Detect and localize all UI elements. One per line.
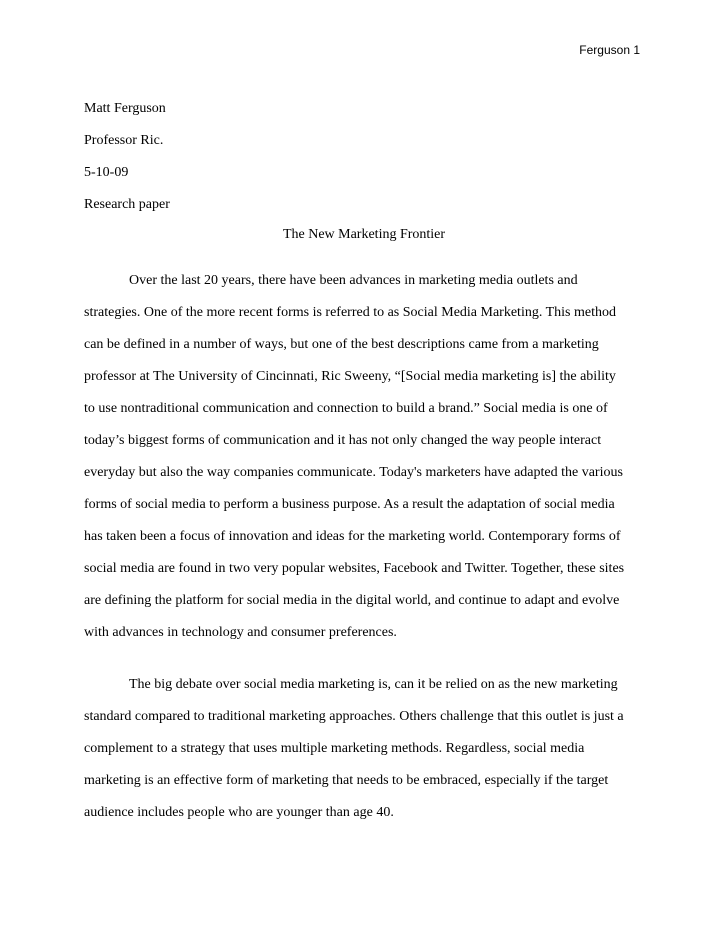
author-name: Matt Ferguson [84, 101, 166, 116]
paper-title: The New Marketing Frontier [282, 227, 446, 242]
text-line: with advances in technology and consumer preferences. [84, 625, 397, 640]
text-line: standard compared to traditional marketing approaches. Others challenge that this outlet is just a [84, 709, 624, 724]
text-line: to use nontraditional communication and connection to build a brand.” Social media is one of [84, 401, 608, 416]
paragraph-1 [84, 273, 644, 657]
text-line: has taken been a focus of innovation and ideas for the marketing world. Contemporary forms of [84, 529, 621, 544]
text-line: audience includes people who are younger than age 40. [84, 805, 394, 820]
text-line: social media are found in two very popular websites, Facebook and Twitter. Together, these sites [84, 561, 625, 576]
heading-block [84, 101, 170, 229]
text-line: strategies. One of the more recent forms is referred to as Social Media Marketing. This method [84, 305, 616, 320]
text-line: marketing is an effective form of marketing that needs to be embraced, especially if the target [84, 773, 609, 788]
text-line: professor at The University of Cincinnati, Ric Sweeny, “[Social media marketing is] the ability [84, 369, 616, 384]
text-line: Over the last 20 years, there have been advances in marketing media outlets and [129, 273, 578, 288]
paper-date: 5-10-09 [84, 165, 129, 180]
instructor-name: Professor Ric. [84, 133, 164, 148]
text-line: forms of social media to perform a business purpose. As a result the adaptation of social media [84, 497, 615, 512]
running-header-page-number: Ferguson 1 [579, 43, 640, 57]
text-line: complement to a strategy that uses multiple marketing methods. Regardless, social media [84, 741, 585, 756]
text-line: can be defined in a number of ways, but one of the best descriptions came from a marketing [84, 337, 599, 352]
text-line: everyday but also the way companies communicate. Today's marketers have adapted the various [84, 465, 623, 480]
text-line: today’s biggest forms of communication and it has not only changed the way people interact [84, 433, 602, 448]
assignment-type: Research paper [84, 197, 170, 212]
paragraph-2 [84, 677, 644, 837]
text-line: are defining the platform for social media in the digital world, and continue to adapt and evolve [84, 593, 620, 608]
text-line: The big debate over social media marketing is, can it be relied on as the new marketing [129, 677, 618, 692]
